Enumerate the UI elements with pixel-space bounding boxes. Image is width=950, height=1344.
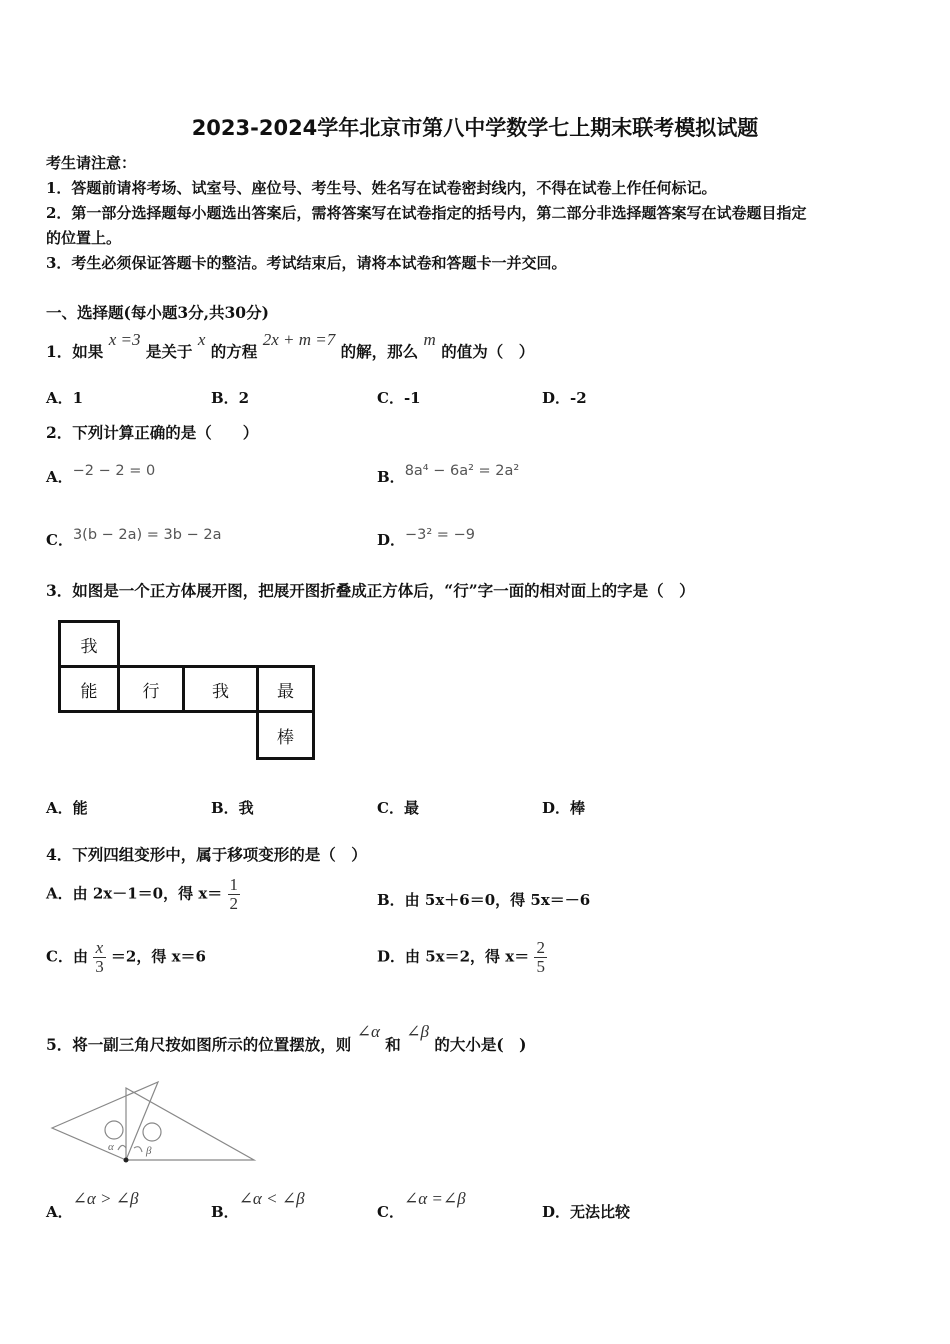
question-5-stem [46,1022,527,1055]
q2-expr: −2 − 2 = 0 [72,463,156,479]
q5-option-label: C． [377,1203,404,1221]
q2-option-label: D． [377,531,406,549]
question-4-stem: 4．下列四组变形中，属于移项变形的是（ ） [46,845,367,864]
q1-math: x =3 [108,330,141,349]
q1-text: 的方程 [210,342,258,361]
q3-option-b[interactable]: B．我 [211,799,254,817]
cube-face: 棒 [256,710,315,760]
q1-text: 的值为（ ） [441,342,535,361]
q1-text: 是关于 [145,342,193,361]
question-1-stem [46,330,535,362]
fraction-numerator: 2 [536,938,545,957]
fraction-denominator: 5 [536,957,545,976]
q1-option-a[interactable]: A．1 [46,389,84,407]
q5-text: 的大小是( ) [434,1035,527,1054]
q2-option-b[interactable] [377,463,520,487]
q3-option-d[interactable]: D．棒 [542,799,586,817]
q1-math: x [197,330,206,349]
q1-text: 的解，那么 [340,342,419,361]
notice-item: 3．考生必须保证答题卡的整洁。考试结束后，请将本试卷和答题卡一并交回。 [46,254,567,272]
q4-option-text: C．由 [46,947,88,966]
alpha-label: α [108,1141,114,1153]
q2-option-label: C． [46,531,73,549]
q3-option-a[interactable]: A．能 [46,799,88,817]
triangle-ruler-left [52,1082,158,1160]
q4-option-a[interactable] [46,876,240,913]
q5-math: ∠α [356,1022,380,1041]
cube-face: 我 [182,665,259,713]
q4-option-b[interactable]: B．由 5x＋6＝0，得 5x＝－6 [377,891,591,909]
q2-option-d[interactable] [377,529,475,550]
q5-option-b[interactable] [211,1189,305,1222]
q4-option-c[interactable] [46,939,206,976]
q4-option-text: A．由 2x－1＝0，得 x＝ [46,884,223,903]
q1-math: 2x + m =7 [262,330,336,349]
q3-option-c[interactable]: C．最 [377,799,419,817]
question-3-stem: 3．如图是一个正方体展开图，把展开图折叠成正方体后，“行”字一面的相对面上的字是（ ） [46,581,695,600]
q5-text: 和 [385,1035,401,1054]
q5-expr: ∠α > ∠β [72,1189,139,1208]
q2-expr: −3² = −9 [405,527,475,543]
q1-option-d[interactable]: D．-2 [542,389,587,407]
notice-item: 的位置上。 [46,229,122,247]
q5-expr: ∠α < ∠β [238,1189,305,1208]
q5-option-label: A． [46,1203,73,1221]
cube-face: 行 [117,665,185,713]
page-title: 2023-2024学年北京市第八中学数学七上期末联考模拟试题 [191,116,759,140]
q1-option-b[interactable]: B．2 [211,389,250,407]
cube-face: 我 [58,620,120,668]
q2-option-label: A． [46,468,73,486]
fraction-numerator: 1 [229,875,239,894]
fraction-denominator: 2 [229,894,239,913]
q2-expr: 3(b − 2a) = 3b − 2a [72,527,222,543]
q2-option-c[interactable] [46,529,221,550]
fraction [93,939,106,976]
fraction [534,939,547,976]
fraction [228,876,241,913]
q4-option-text: ＝2，得 x＝6 [110,947,206,966]
section-heading: 一、选择题(每小题3分,共30分) [46,303,269,322]
q1-text: 1．如果 [46,342,104,361]
question-2-stem: 2．下列计算正确的是（ ） [46,423,259,442]
notice-item: 1．答题前请将考场、试室号、座位号、考生号、姓名写在试卷密封线内，不得在试卷上作任何标记。 [46,179,717,197]
cube-face: 能 [58,665,120,713]
triangle-rulers-figure [48,1078,260,1168]
q2-option-label: B． [377,468,405,486]
fraction-numerator: x [93,939,106,958]
q1-math: m [423,330,436,349]
q4-option-d[interactable] [377,939,547,976]
q2-option-a[interactable] [46,463,156,487]
q5-math: ∠β [406,1022,429,1041]
beta-label: β [146,1145,152,1157]
fraction-denominator: 3 [95,957,104,976]
q5-text: 5．将一副三角尺按如图所示的位置摆放，则 [46,1035,352,1054]
notice-item: 2．第一部分选择题每小题选出答案后，需将答案写在试卷指定的括号内，第二部分非选择题答案写在试卷题目指定 [46,204,807,222]
q5-option-c[interactable] [377,1189,466,1222]
notice-heading: 考生请注意： [46,154,137,172]
q5-option-d[interactable]: D．无法比较 [542,1203,631,1221]
q2-expr: 8a⁴ − 6a² = 2a² [404,463,520,479]
q1-option-c[interactable]: C．-1 [377,389,421,407]
q5-option-a[interactable] [46,1189,139,1222]
cube-face: 最 [256,665,315,713]
q5-expr: ∠α =∠β [403,1189,466,1208]
q5-option-label: B． [211,1203,239,1221]
q4-option-text: D．由 5x＝2，得 x＝ [377,947,530,966]
